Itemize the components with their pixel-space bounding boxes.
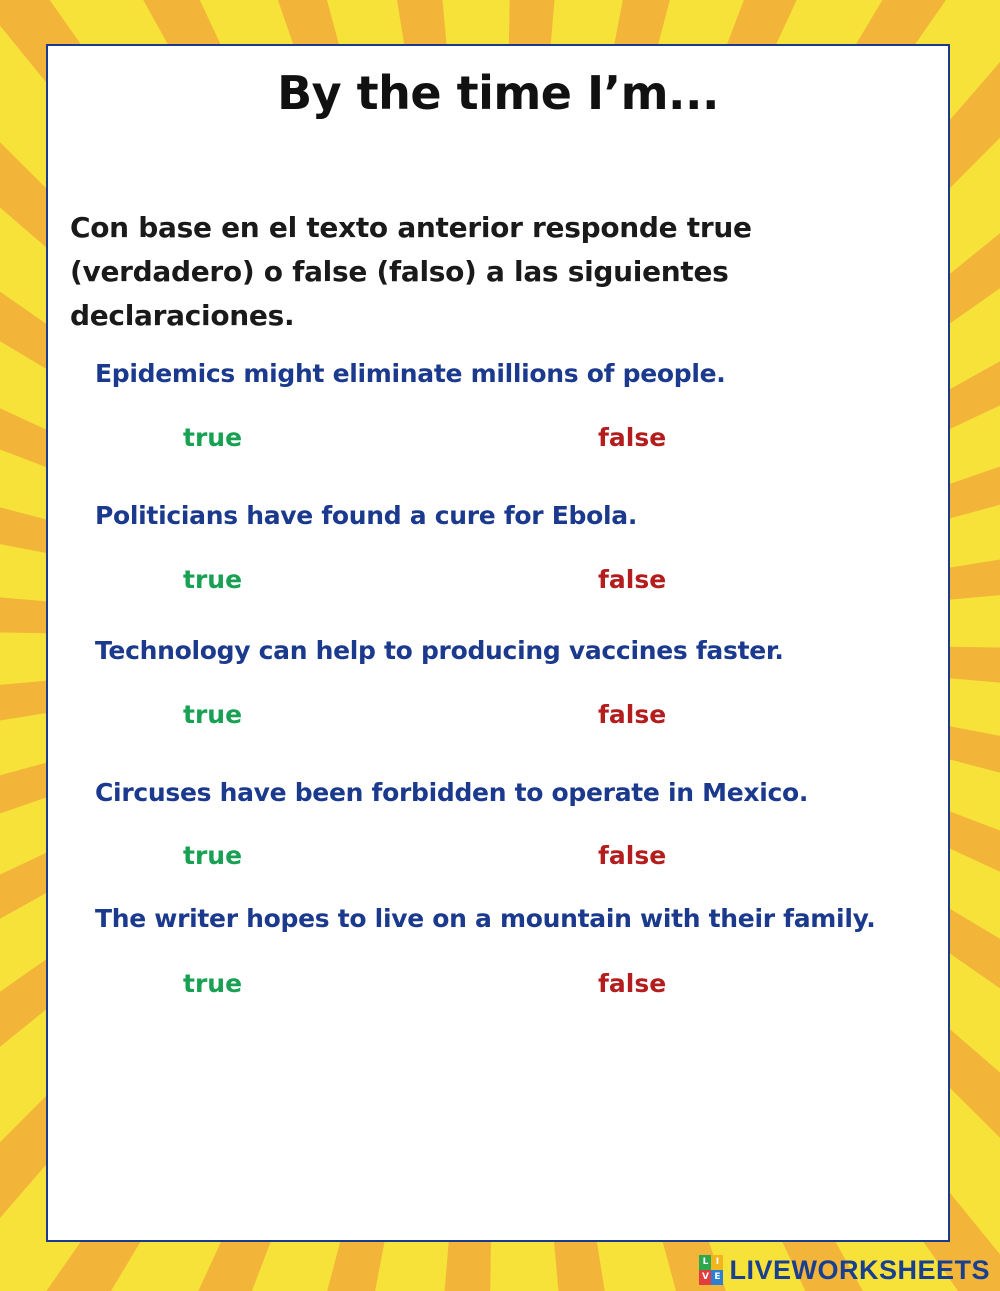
answer-true-option[interactable]: true <box>183 841 243 870</box>
answer-false-option[interactable]: false <box>598 841 667 870</box>
page-title: By the time I’m... <box>277 66 719 120</box>
answer-false-option[interactable]: false <box>598 969 667 998</box>
question-statement: Circuses have been forbidden to operate in Mexico. <box>95 778 809 807</box>
answer-true-option[interactable]: true <box>183 423 243 452</box>
answer-false-option[interactable]: false <box>598 700 667 729</box>
answer-false-option[interactable]: false <box>598 565 667 594</box>
question-statement: The writer hopes to live on a mountain with their family. <box>95 904 876 933</box>
answer-true-option[interactable]: true <box>183 700 243 729</box>
answer-true-option[interactable]: true <box>183 565 243 594</box>
answer-true-option[interactable]: true <box>183 969 243 998</box>
logo-text: LIVEWORKSHEETS <box>729 1254 990 1285</box>
question-statement: Epidemics might eliminate millions of people. <box>95 359 726 388</box>
question-statement: Technology can help to producing vaccines faster. <box>95 636 784 665</box>
liveworksheets-logo-icon: L I V E <box>699 1255 723 1285</box>
worksheet-panel <box>46 44 950 1242</box>
question-statement: Politicians have found a cure for Ebola. <box>95 501 638 530</box>
instructions-text: Con base en el texto anterior responde true (verdadero) o false (falso) a las siguientes declaraciones. <box>70 211 752 332</box>
answer-false-option[interactable]: false <box>598 423 667 452</box>
liveworksheets-logo[interactable] <box>699 1252 990 1288</box>
